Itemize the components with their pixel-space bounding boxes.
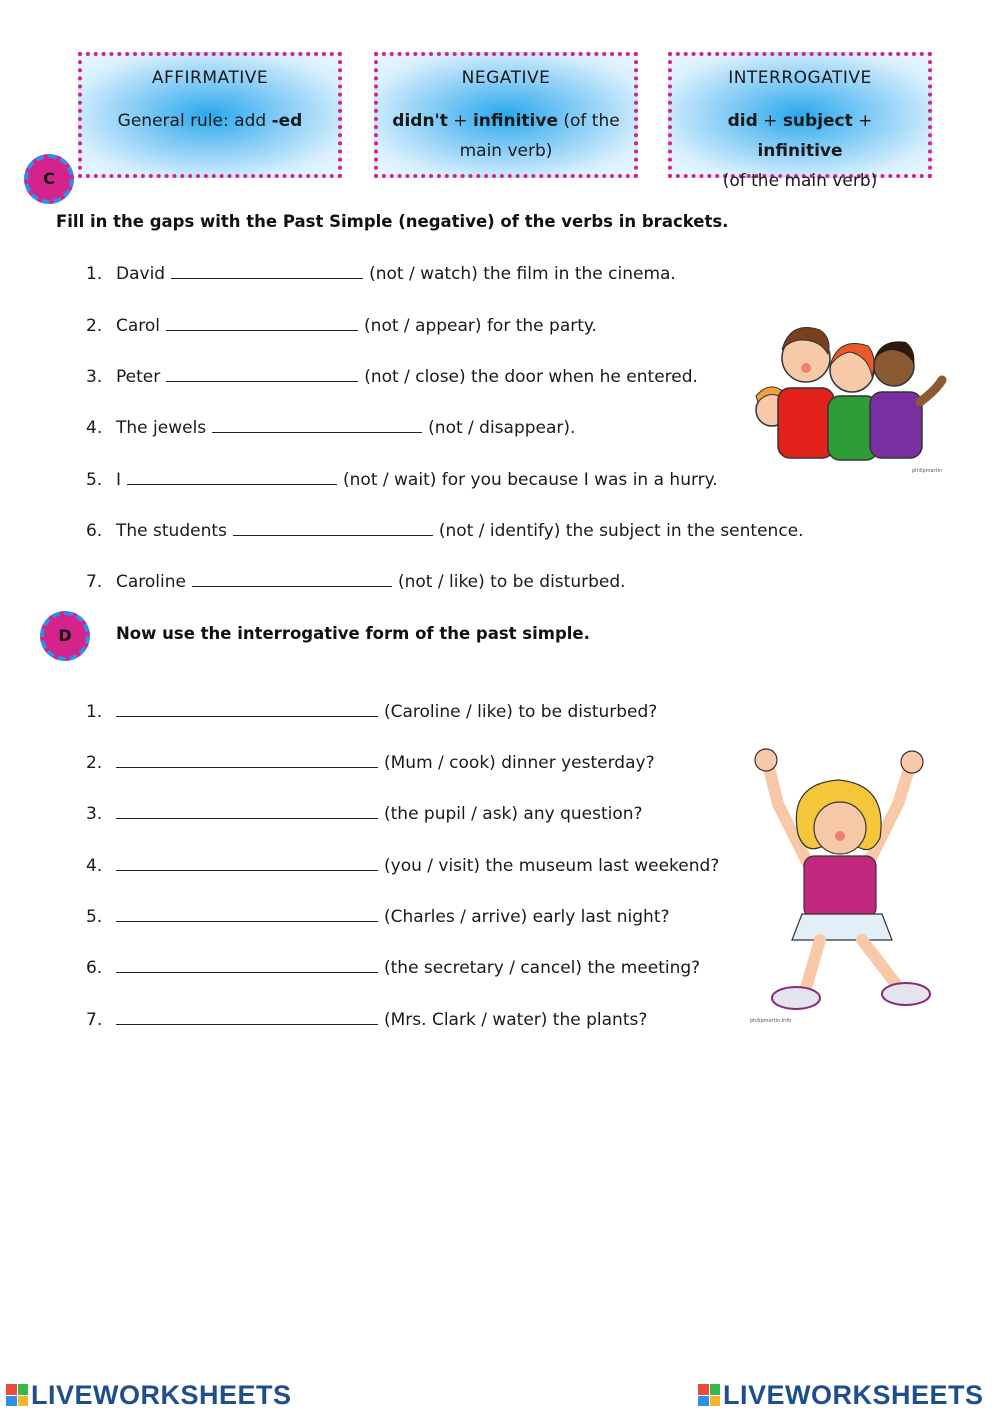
answer-gap[interactable]	[116, 802, 378, 819]
answer-gap[interactable]	[116, 1008, 378, 1025]
interrogative-rule-box	[668, 52, 932, 191]
svg-text:philipmartin: philipmartin	[912, 468, 943, 474]
exercise-d-item: 5. (Charles / arrive) early last night?	[86, 907, 670, 927]
answer-gap[interactable]	[116, 700, 378, 717]
section-c-instruction: Fill in the gaps with the Past Simple (negative) of the verbs in brackets.	[56, 212, 729, 231]
affirmative-rule: General rule: add -ed	[117, 111, 303, 131]
negative-title: NEGATIVE	[461, 68, 551, 88]
exercise-c-item: 5. I (not / wait) for you because I was in a hurry.	[86, 470, 718, 490]
answer-gap[interactable]	[116, 854, 378, 871]
exercise-c-item: 3. Peter (not / close) the door when he entered.	[86, 367, 698, 387]
exercise-d-item: 1. (Caroline / like) to be disturbed?	[86, 702, 658, 722]
answer-gap[interactable]	[192, 570, 392, 587]
answer-gap[interactable]	[171, 262, 363, 279]
section-d-badge: D	[40, 611, 90, 661]
answer-gap[interactable]	[116, 905, 378, 922]
answer-gap[interactable]	[116, 956, 378, 973]
answer-gap[interactable]	[166, 365, 358, 382]
answer-gap[interactable]	[166, 314, 358, 331]
exercise-c-item: 1. David (not / watch) the film in the cinema.	[86, 264, 676, 284]
answer-gap[interactable]	[116, 751, 378, 768]
exercise-d-item: 6. (the secretary / cancel) the meeting?	[86, 958, 701, 978]
liveworksheets-logo-left: LIVEWORKSHEETS	[6, 1378, 292, 1412]
interrogative-rule: did + subject + infinitive (of the main verb)	[722, 111, 878, 191]
exercise-d-item: 3. (the pupil / ask) any question?	[86, 804, 643, 824]
exercise-c-item: 2. Carol (not / appear) for the party.	[86, 316, 597, 336]
liveworksheets-mark-icon	[698, 1384, 720, 1406]
svg-text:philipmartin.info: philipmartin.info	[750, 1018, 792, 1024]
liveworksheets-mark-icon	[6, 1384, 28, 1406]
exercise-c-item: 4. The jewels (not / disappear).	[86, 418, 576, 438]
children-group-illustration	[750, 310, 950, 480]
exercise-d-item: 7. (Mrs. Clark / water) the plants?	[86, 1010, 648, 1030]
answer-gap[interactable]	[127, 468, 337, 485]
exercise-c-item: 6. The students (not / identify) the subject in the sentence.	[86, 521, 804, 541]
answer-gap[interactable]	[233, 519, 433, 536]
exercise-c-item: 7. Caroline (not / like) to be disturbed.	[86, 572, 626, 592]
affirmative-rule-box	[78, 52, 342, 178]
girl-arms-up-illustration	[748, 744, 938, 1024]
exercise-d-item: 4. (you / visit) the museum last weekend?	[86, 856, 720, 876]
liveworksheets-logo-right: LIVEWORKSHEETS	[698, 1378, 984, 1412]
exercise-d-item: 2. (Mum / cook) dinner yesterday?	[86, 753, 655, 773]
negative-rule-box	[374, 52, 638, 178]
interrogative-title: INTERROGATIVE	[728, 68, 872, 88]
affirmative-title: AFFIRMATIVE	[151, 68, 269, 88]
section-c-badge: C	[24, 154, 74, 204]
section-d-instruction: Now use the interrogative form of the past simple.	[116, 624, 590, 643]
answer-gap[interactable]	[212, 416, 422, 433]
negative-rule: didn't + infinitive (of the main verb)	[392, 111, 620, 161]
